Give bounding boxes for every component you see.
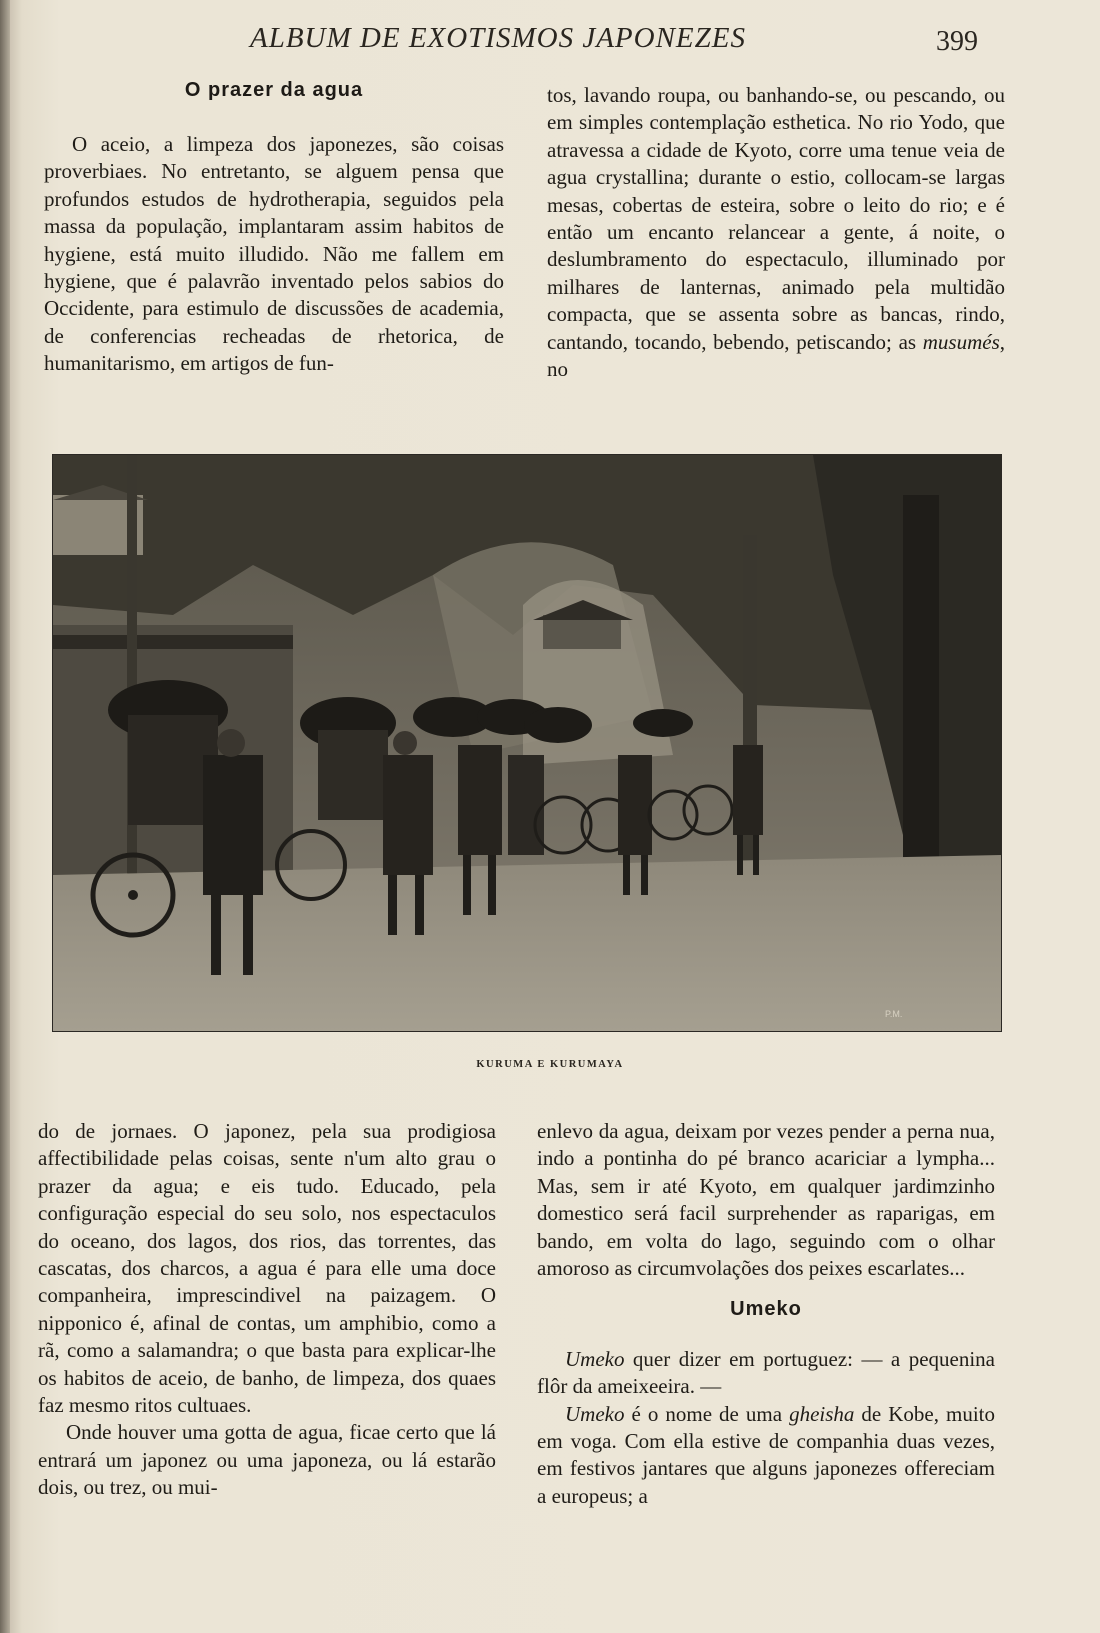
engraver-mark: P.M. (885, 1009, 903, 1019)
paragraph: Onde houver uma gotta de agua, ficae certo que lá entrará um japonez ou uma japoneza, ou lá estarão dois, ou trez, ou mui- (38, 1420, 496, 1500)
section-heading-umeko: Umeko (730, 1298, 802, 1321)
paragraph (537, 1346, 995, 1401)
paragraph: enlevo da agua, deixam por vezes pender a perna nua, indo a pontinha do pé branco acariciar a lympha... Mas, sem ir até Kyoto, em qualquer jardimzinho domestico será facil surprehender as raparigas, em bando, em volta do lago, seguindo com o olhar amoroso as circumvolações dos peixes escarlates... (537, 1119, 995, 1281)
running-header: ALBUM DE EXOTISMOS JAPONEZES (250, 22, 746, 54)
paragraph-text: quer dizer em portuguez: — a pequenina flôr da ameixeeira. — (537, 1346, 995, 1399)
photo-illustration (53, 455, 1001, 1031)
italic-word: musumés (922, 329, 1000, 354)
italic-word: Umeko (565, 1401, 625, 1426)
text-column-top-right (547, 82, 1005, 383)
page-number: 399 (936, 26, 978, 57)
paragraph (547, 82, 1005, 383)
page-spine-shadow (0, 0, 10, 1633)
paragraph (537, 1401, 995, 1511)
heading-text: O prazer da agua (184, 79, 364, 101)
paragraph-text: , no (547, 329, 1005, 382)
section-heading-o-prazer-da-agua (44, 79, 504, 102)
paragraph-text: é o nome de uma (624, 1401, 790, 1426)
photograph-rickshaws (52, 454, 1002, 1032)
paragraph: O aceio, a limpeza dos japonezes, são coisas proverbiaes. No entretanto, se alguem pensa que profundos estudos de hydrotherapia, seguidos pela massa da população, implantaram assim habitos de hygiene, está muito illudido. Não me fallem em hygiene, que é palavrão inventado pelos sabios do Occidente, para estimulo de discussões de academia, de conferencias recheadas de rhetorica, de humanitarismo, em artigos de fun- (44, 132, 504, 376)
paragraph: do de jornaes. O japonez, pela sua prodigiosa affectibilidade pelas coisas, sente n'um alto grau o prazer da agua; e eis tudo. Educado, pela configuração especial do seu solo, nos espectaculos do oceano, dos lagos, dos rios, das torrentes, das cascatas, dos charcos, a agua é para elle uma doce companheira, imprescindivel na paizagem. O nipponico é, afinal de contas, um amphibio, como a rã, como a salamandra; o que basta para explicar-lhe os habitos de aceio, de banho, de limpeza, dos quaes faz mesmo ritos cultuaes. (38, 1119, 496, 1418)
italic-word: Umeko (565, 1346, 625, 1371)
italic-word: gheisha (789, 1401, 855, 1426)
paragraph-text: de Kobe, muito em voga. Com ella estive de companhia duas vezes, em festivos jantares que alguns japonezes offereciam a europeus; a (537, 1401, 996, 1508)
text-column-top-left (44, 131, 504, 378)
paragraph-text: tos, lavando roupa, ou banhando-se, ou pescando, ou em simples contemplação esthetica. No rio Yodo, que atravessa a cidade de Kyoto, corre uma tenue veia de agua crystallina; durante o estio, collocam-se largas mesas, cobertas de esteira, sobre o leito do rio; e é então um encanto relancear a gente, á noite, o deslumbramento do espectaculo, illuminado por milhares de lanternas, animado pela multidão compacta, que se assenta sobre as bancas, rindo, cantando, tocando, bebendo, petiscando; as (547, 83, 1005, 354)
text-column-bottom-right (537, 1118, 995, 1510)
photo-caption: KURUMA E KURUMAYA (476, 1059, 624, 1070)
text-column-bottom-left (38, 1118, 496, 1502)
